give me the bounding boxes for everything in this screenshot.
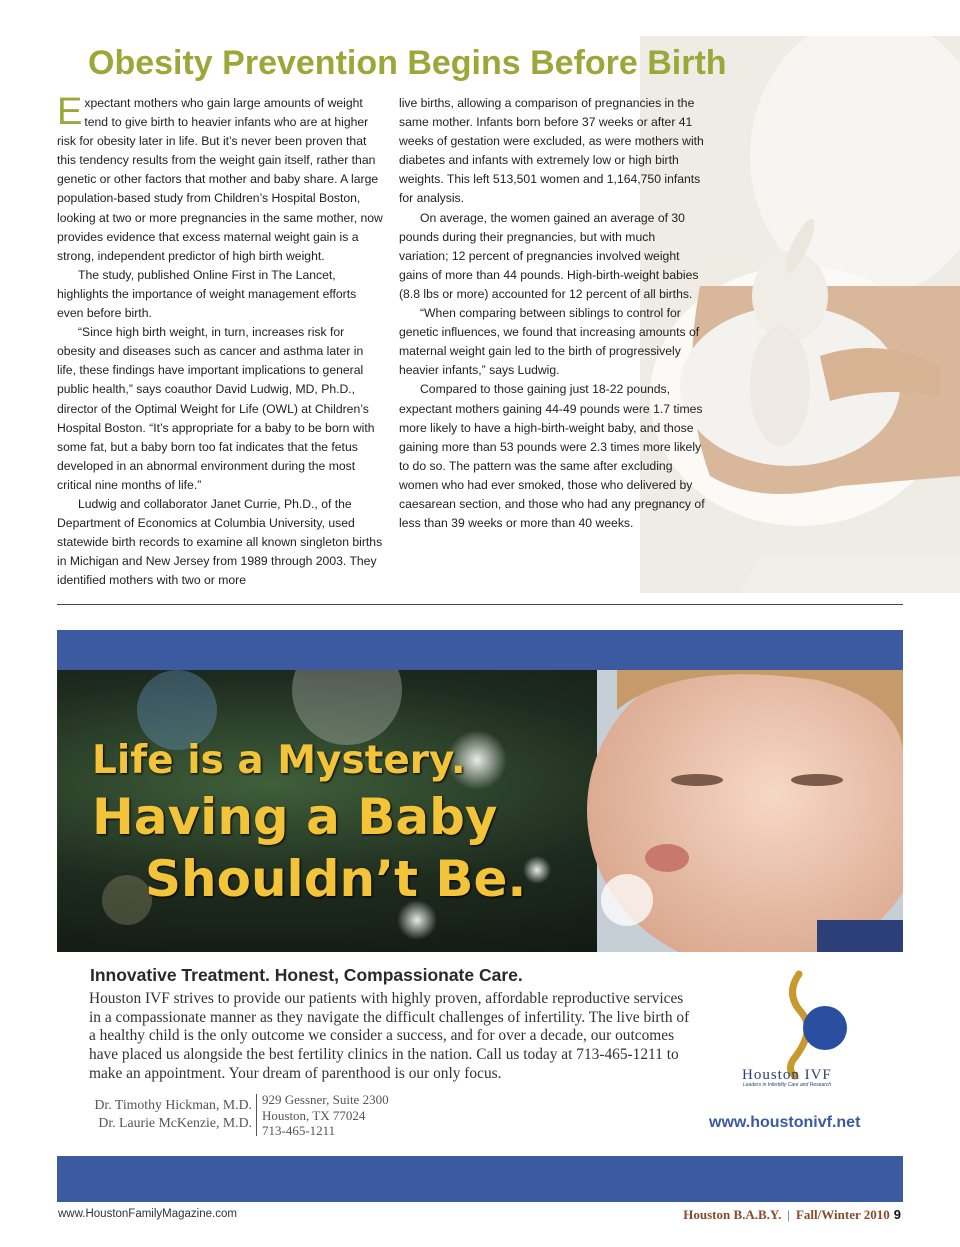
article-paragraph-3: “Since high birth weight, in turn, increases risk for obesity and diseases such as cancer and asthma later in life, these findings have important implications to general public health,” says coauthor David Ludwig, MD, Ph.D., director of the Optimal Weight for Life (OWL) at Children’s Hospital Boston. “It’s appropriate for a baby to be born with some fat, but a baby born too fat indicates that the fetus developed in an abnormal environment during the most critical nine months of life.” — [57, 325, 375, 492]
logo-name: Houston IVF — [742, 1067, 832, 1083]
ad-subheadline: Innovative Treatment. Honest, Compassionate Care. — [90, 965, 523, 985]
ad-body-text: Houston IVF strives to provide our patients with highly proven, affordable reproductive services in a compassionate manner as they navigate the difficult challenges of infertility. The live birth of a healthy child is the only outcome we consider a success, and for over a decade, our outcomes have placed us alongside the best fertility clinics in the nation. Call us today at 713-465-1211 to make an appointment. Your dream of parenthood is our only focus. — [89, 990, 690, 1082]
page-number: 9 — [893, 1207, 901, 1222]
footer-issue: Fall/Winter 2010 — [795, 1207, 890, 1222]
article-paragraph-4-continued: live births, allowing a comparison of pregnancies in the same mother. Infants born before 37 weeks or after 41 weeks of gestation were excluded, as were mothers with diabetes and infants with extremely low or high birth weights. This left 513,501 women and 1,164,750 infants for analysis. — [399, 96, 704, 206]
article-paragraph-6: “When comparing between siblings to control for genetic influences, we found that increasing amounts of maternal weight gain led to the birth of progressively heavier infants,” says Ludwig. — [399, 306, 700, 378]
logo-tagline: Leaders in Infertility Care and Research — [743, 1082, 832, 1088]
houston-ivf-advertisement[interactable] — [57, 630, 903, 1202]
article-paragraph-1-text: xpectant mothers who gain large amounts of weight tend to give birth to heavier infants who are at higher risk for obesity later in life. But it’s never been proven that this tendency results from the weight gain itself, rather than genetic or other factors that mother and baby share. A large population-based study from Children’s Hospital Boston, looking at two or more pregnancies in the same mother, now provides evidence that excess maternal weight gain is a strong, independent predictor of high birth weight. — [57, 96, 383, 263]
footer-publication: Houston B.A.B.Y. — [683, 1207, 782, 1222]
footer-publication-info — [683, 1207, 901, 1223]
footer-separator: | — [787, 1207, 790, 1222]
article-column-1 — [57, 91, 383, 590]
article-column-2 — [399, 94, 705, 533]
address-line-1: 929 Gessner, Suite 2300 — [262, 1092, 389, 1107]
ad-contact-divider — [256, 1094, 257, 1136]
article-title: Obesity Prevention Begins Before Birth — [88, 44, 727, 82]
article-paragraph-5: On average, the women gained an average of 30 pounds during their pregnancies, but with much variation; 12 percent of pregnancies involved weight gains of more than 44 pounds. High-birth-weight babies (8.8 lbs or more) accounted for 12 percent of all births. — [399, 210, 699, 301]
ad-top-band — [57, 630, 903, 670]
ad-headline-line-3: Shouldn’t Be. — [145, 850, 527, 908]
footer-website[interactable]: www.HoustonFamilyMagazine.com — [58, 1208, 237, 1220]
address-line-2: Houston, TX 77024 — [262, 1107, 366, 1123]
article-paragraph-7: Compared to those gaining just 18-22 pounds, expectant mothers gaining 44-49 pounds were 1.7 times more likely to have a high-birth-weight baby, and those gaining more than 53 pounds were 2.3 times more likely to do so. The pattern was the same after excluding women who had ever smoked, those who delivered by caesarean section, and those who had any pregnancy of less than 39 weeks or more than 40 weeks. — [399, 382, 705, 531]
ad-headline-line-1: Life is a Mystery. — [92, 738, 466, 783]
ad-doctors — [87, 1096, 252, 1132]
article-paragraph-1 — [57, 91, 383, 266]
ad-website-link[interactable]: www.houstonivf.net — [709, 1114, 861, 1131]
drop-cap: E — [57, 91, 83, 133]
doctor-name-1: Dr. Timothy Hickman, M.D. — [94, 1097, 252, 1112]
section-divider — [57, 604, 903, 605]
ad-phone: 713-465-1211 — [262, 1123, 336, 1138]
article-paragraph-2: The study, published Online First in The Lancet, highlights the importance of weight management efforts even before birth. — [57, 267, 357, 321]
ad-bottom-band — [57, 1156, 903, 1202]
ad-hero-image — [57, 670, 903, 952]
article-paragraph-4: Ludwig and collaborator Janet Currie, Ph.D., of the Department of Economics at Columbia University, used statewide birth records to examine all known singleton births in Michigan and New Jersey from 1989 through 2003. They identified mothers with two or more — [57, 496, 383, 588]
ad-headline-line-2: Having a Baby — [92, 788, 498, 846]
doctor-name-2: Dr. Laurie McKenzie, M.D. — [98, 1115, 252, 1130]
ad-address — [262, 1092, 389, 1139]
